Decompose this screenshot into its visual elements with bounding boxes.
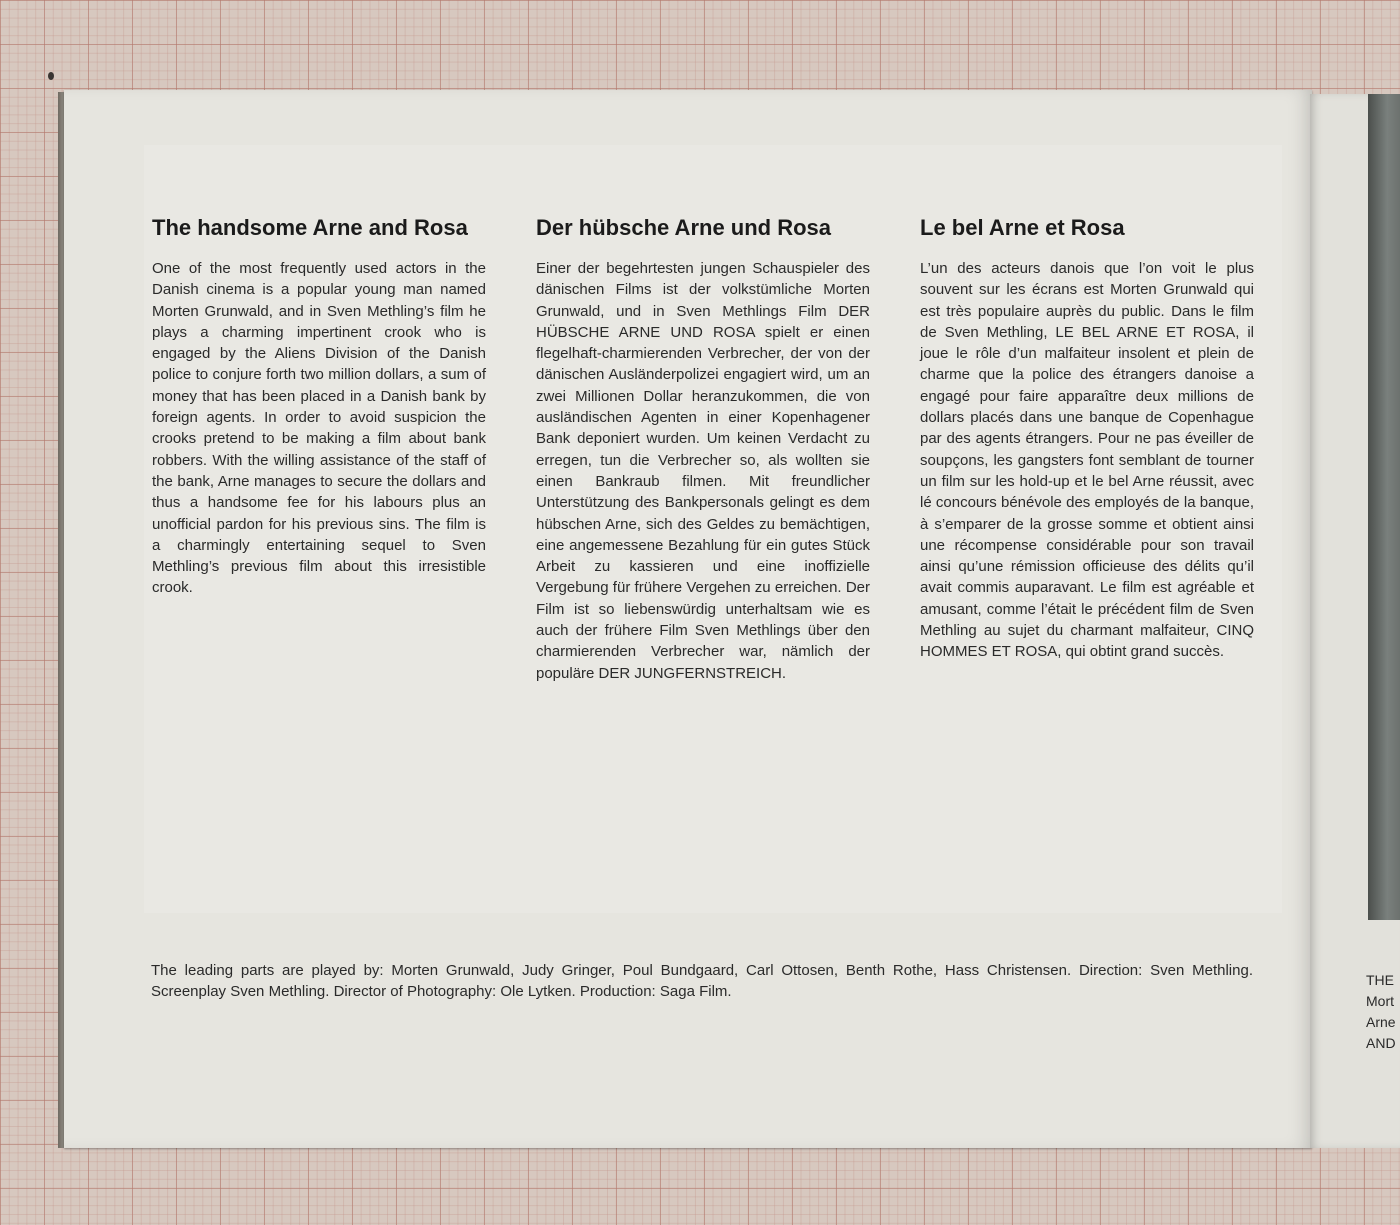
caption-line: THE [1366,972,1394,988]
text-panel [144,145,1282,913]
photo-edge [1368,94,1400,920]
body-french: L’un des acteurs danois que l’on voit le plus souvent sur les écrans est Morten Grunwald qui est très populaire auprès du public. Dans le film de Sven Methling, LE BEL ARNE ET ROSA, il joue le rôle d’un malfaiteur insolent et plein de charme que la police des étrangers danoise a engagé pour faire apparaître deux millions de dollars placés dans une banque de Copenhague par des agents étrangers. Pour ne pas éveiller de soupçons, les gangsters font semblant de tourner un film sur les hold-up et le bel Arne réussit, avec lé concours bénévole des employés de la banque, à s’emparer de la grosse somme et obtient ainsi une récompense considérable pour son travail ainsi qu’une rémission officieuse des délits qu’il avait commis auparavant. Le film est agréable et amusant, comme l’était le précédent film de Sven Methling au sujet du charmant malfaiteur, CINQ HOMMES ET ROSA, qui obtint grand succès. [920,260,1254,661]
caption-line: AND [1366,1035,1396,1051]
booklet-page [64,90,1312,1148]
body-english: One of the most frequently used actors in the Danish cinema is a popular young man named Morten Grunwald, and in Sven Methling’s film he plays a charming impertinent crook who is engaged by the Aliens Division of the Danish police to conjure forth two million dollars, a sum of money that has been placed in a Danish bank by foreign agents. In order to avoid suspicion the crooks pretend to be making a film about bank robbers. With the willing assistance of the staff of the bank, Arne manages to secure the dollars and thus a handsome fee for his labours plus an unofficial pardon for his previous sins. The film is a charmingly entertaining sequel to Sven Methling’s previous film about this irresistible crook. [152,260,486,597]
credits-text: The leading parts are played by: Morten Grunwald, Judy Gringer, Poul Bundgaard, Carl Ottosen, Benth Rothe, Hass Christensen. Direction: Sven Methling. Screenplay Sven Methling. Director of Photography: Ole Lytken. Production: Saga Film. [151,962,1253,1000]
pin-mark [48,72,54,80]
caption-line: Mort [1366,993,1394,1009]
next-page [1310,94,1400,1148]
title-french: Le bel Arne et Rosa [920,215,1125,240]
next-page-caption [1366,970,1400,1054]
column-english [152,215,486,599]
column-french [920,215,1254,663]
column-german [536,215,870,684]
title-english: The handsome Arne and Rosa [152,215,468,240]
title-german: Der hübsche Arne und Rosa [536,215,832,240]
body-german: Einer der begehrtesten jungen Schauspieler des dänischen Films ist der volkstümliche Morten Grunwald, und in Sven Methlings Film DER HÜBSCHE ARNE UND ROSA spielt er einen flegelhaft-charmierenden Verbrecher, der von der dänischen Ausländerpolizei engagiert wird, um an zwei Millionen Dollar heranzukommen, die von ausländischen Agenten in einer Kopenhagener Bank deponiert wurden. Um keinen Verdacht zu erregen, tun die Verbrecher so, als wollten sie einen Bankraub filmen. Mit freundlicher Unterstützung des Bankpersonals gelingt es dem hübschen Arne, sich des Geldes zu bemächtigen, eine angemessene Bezahlung für ein gutes Stück Arbeit zu kassieren und eine inoffizielle Vergebung für frühere Vergehen zu erreichen. Der Film ist so liebenswürdig unterhaltsam wie es auch der frühere Film Sven Methlings über den charmierenden Verbrecher war, nämlich der populäre DER JUNGFERNSTREICH. [536,260,870,682]
caption-line: Arne [1366,1014,1396,1030]
